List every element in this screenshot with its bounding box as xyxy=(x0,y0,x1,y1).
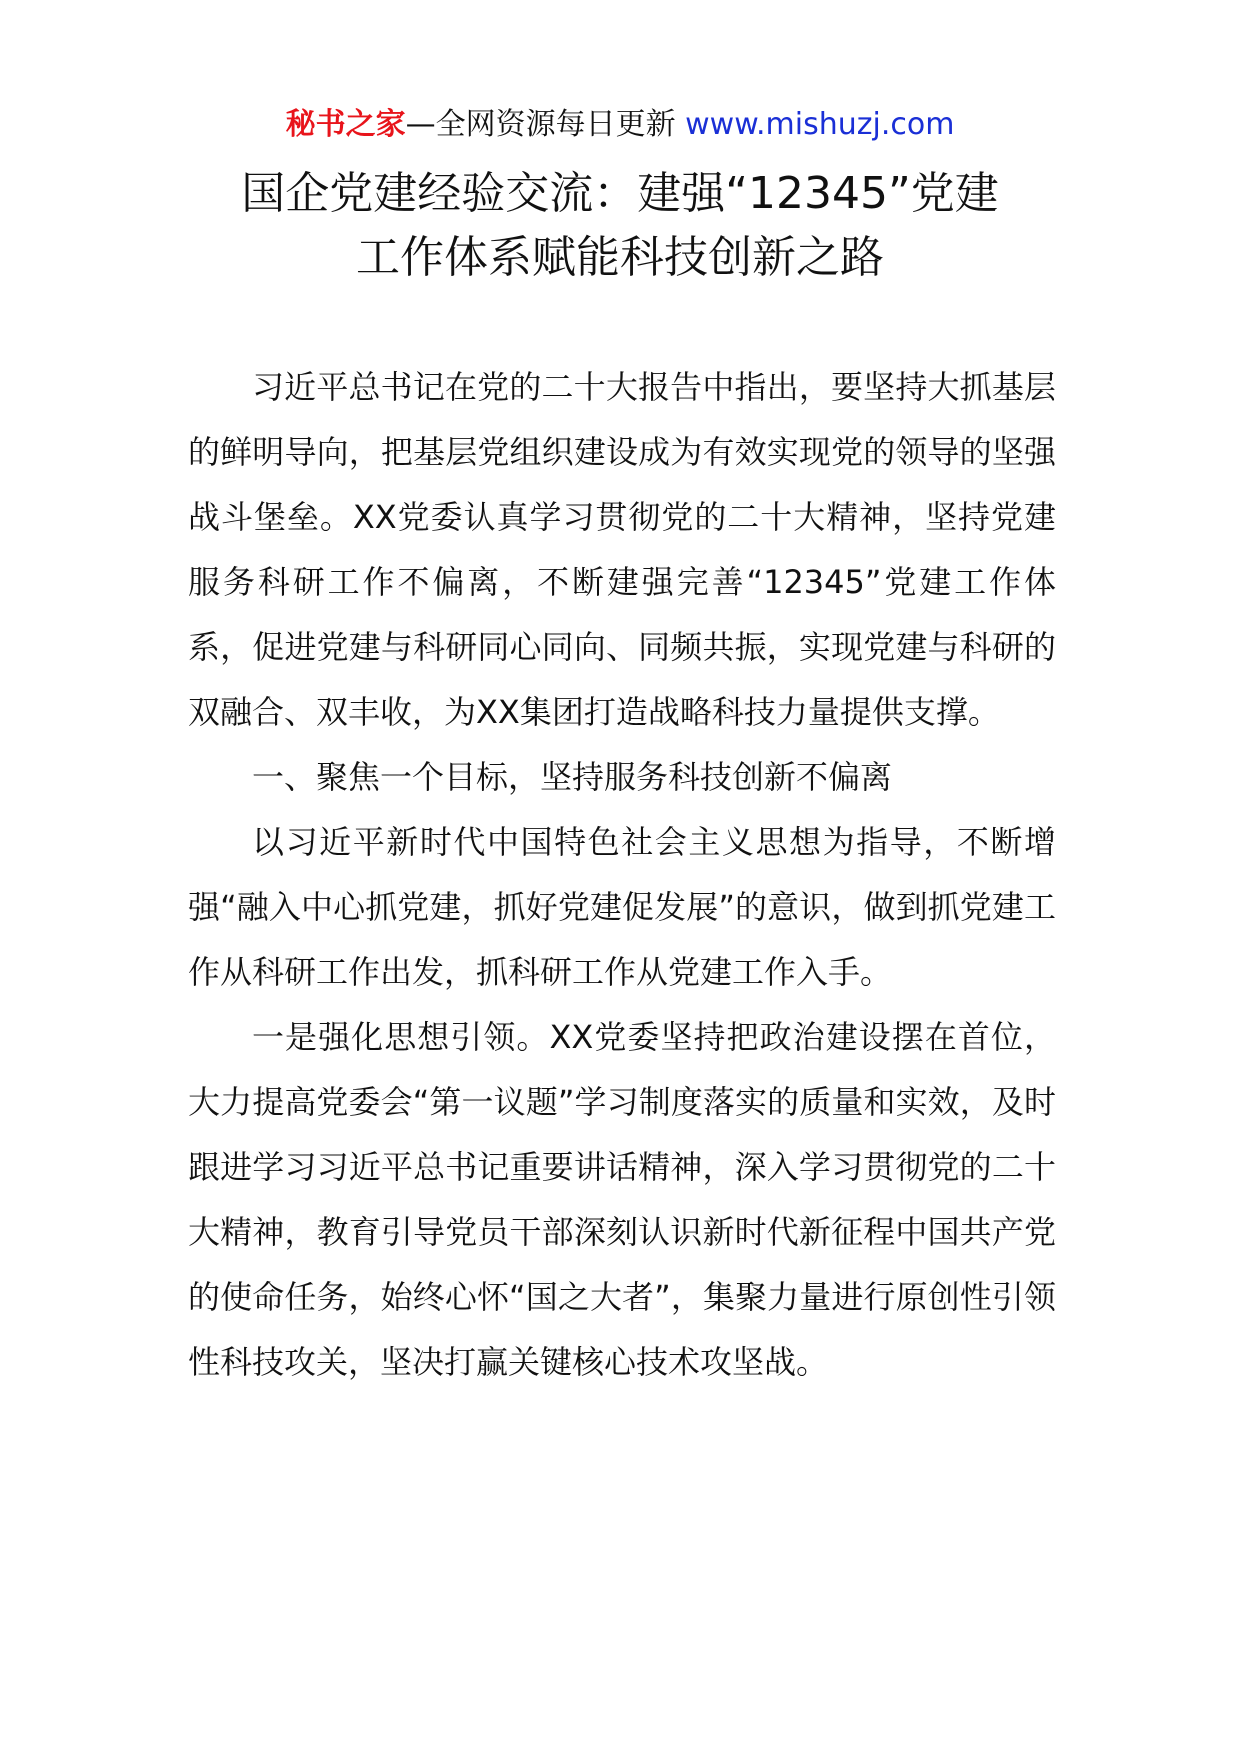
section-paragraph-1: 以习近平新时代中国特色社会主义思想为指导，不断增强“融入中心抓党建，抓好党建促发展”的意识，做到抓党建工作从科研工作出发，抓科研工作从党建工作入手。 xyxy=(188,823,1056,991)
intro-paragraph: 习近平总书记在党的二十大报告中指出，要坚持大抓基层的鲜明导向，把基层党组织建设成为有效实现党的领导的坚强战斗堡垒。XX党委认真学习贯彻党的二十大精神，坚持党建服务科研工作不偏离，不断建强完善“12345”党建工作体系，促进党建与科研同心同向、同频共振，实现党建与科研的双融合、双丰收，为XX集团打造战略科技力量提供支撑。 xyxy=(188,368,1056,731)
site-header xyxy=(0,103,1240,147)
site-url-link[interactable]: www.mishuzj.com xyxy=(685,107,955,142)
title-line-1: 国企党建经验交流：建强“12345”党建 xyxy=(241,168,999,219)
header-tagline: —全网资源每日更新 xyxy=(405,107,686,142)
brand-name: 秘书之家 xyxy=(285,107,406,142)
document-body xyxy=(188,355,1056,1395)
section-heading-1: 一、聚焦一个目标，坚持服务科技创新不偏离 xyxy=(252,758,893,796)
document-title xyxy=(150,162,1090,290)
title-line-2: 工作体系赋能科技创新之路 xyxy=(356,232,884,283)
section-paragraph-2: 一是强化思想引领。XX党委坚持把政治建设摆在首位，大力提高党委会“第一议题”学习制度落实的质量和实效，及时跟进学习习近平总书记重要讲话精神，深入学习贯彻党的二十大精神，教育引导党员干部深刻认识新时代新征程中国共产党的使命任务，始终心怀“国之大者”，集聚力量进行原创性引领性科技攻关，坚决打赢关键核心技术攻坚战。 xyxy=(188,1018,1056,1381)
